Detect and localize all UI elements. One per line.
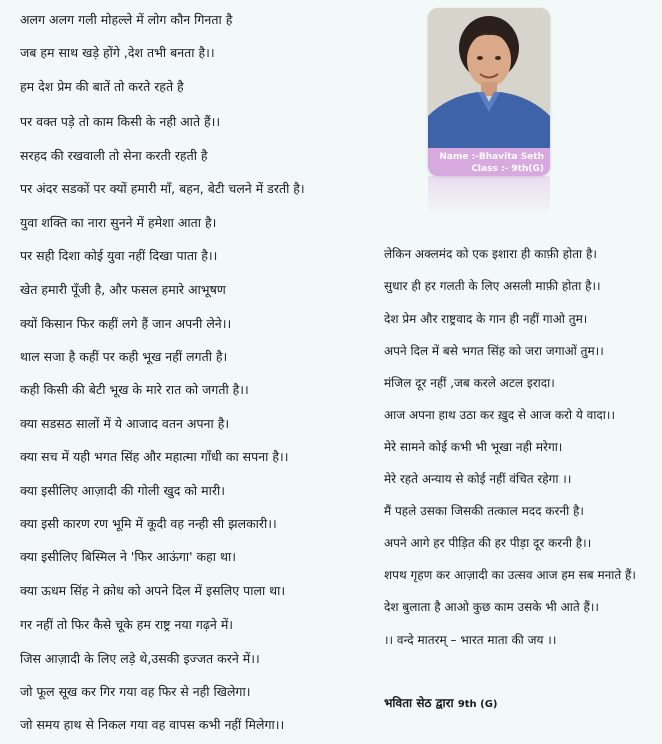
- poem-line: क्या इसीलिए बिस्मिल ने 'फिर आऊंगा' कहा था।: [20, 549, 236, 564]
- poem-line: मेरे रहते अन्याय से कोई नहीं वंचित रहेगा ।।: [384, 472, 572, 486]
- author-signature: [384, 695, 498, 713]
- photo-caption: [428, 148, 550, 176]
- poem-line: अलग अलग गली मोहल्ले में लोग कौन गिनता है: [20, 12, 233, 27]
- poem-line: आज अपना हाथ उठा कर ख़ुद से आज करो ये वादा।।: [384, 408, 616, 422]
- poem-line: क्या इसी कारण रण भूमि में कूदी वह नन्ही सी झलकारी।।: [20, 516, 277, 531]
- poem-line: मेरे सामने कोई कभी भी भूखा नही मरेगा।: [384, 440, 563, 454]
- poem-line: सुधार ही हर गलती के लिए असली माफ़ी होता है।।: [384, 279, 601, 293]
- poem-line: सरहद की रखवाली तो सेना करती रहती है: [20, 148, 208, 163]
- caption-name: Name :-Bhavita Seth: [439, 152, 544, 162]
- poem-line: क्या सच में यही भगत सिंह और महात्मा गाँधी का सपना है।।: [20, 449, 289, 464]
- poem-line: युवा शक्ति का नारा सुनने में हमेशा आता है।: [20, 215, 217, 230]
- poem-line: खेत हमारी पूँजी है, और फसल हमारे आभूषण: [20, 282, 226, 297]
- poem-line: अपने दिल में बसे भगत सिंह को जरा जगाओं तुम।।: [384, 344, 604, 358]
- student-photo-card: [428, 8, 550, 176]
- poem-line: शपथ गृहण कर आज़ादी का उत्सव आज हम सब मनाते हैं।: [384, 568, 636, 582]
- poem-line: ।। वन्दे मातरम् – भारत माता की जय ।।: [384, 633, 557, 647]
- author-class: 9th (G): [457, 699, 498, 710]
- poem-line: क्यों किसान फिर कहीं लगे हैं जान अपनी लेने।।: [20, 316, 232, 331]
- poem-line: अपने आगे हर पीड़ित की हर पीड़ा दूर करनी है।।: [384, 536, 592, 550]
- photo-reflection: [428, 176, 550, 216]
- poem-line: हम देश प्रेम की बातें तो करते रहते है: [20, 79, 184, 94]
- caption-class: Class :- 9th(G): [471, 164, 544, 174]
- poem-line: पर वक्त पड़े तो काम किसी के नही आते हैं।।: [20, 114, 221, 129]
- poem-line: जब हम साथ खड़े होंगे ,देश तभी बनता है।।: [20, 45, 215, 60]
- poem-line: देश प्रेम और राष्ट्रवाद के गान ही नहीं गाओ तुम।: [384, 312, 588, 326]
- poem-line: जो समय हाथ से निकल गया वह वापस कभी नहीं मिलेगा।।: [20, 717, 285, 732]
- poem-line: क्या इसीलिए आज़ादी की गोली खुद को मारी।: [20, 483, 225, 498]
- poem-line: मंजिल दूर नहीं ,जब करले अटल इरादा।: [384, 376, 555, 390]
- poem-line: जिस आज़ादी के लिए लड़े थे,उसकी इज्जत करने में।।: [20, 651, 260, 666]
- poem-line: पर सही दिशा कोई युवा नहीं दिखा पाता है।।: [20, 248, 218, 263]
- poem-line: जो फूल सूख कर गिर गया वह फिर से नही खिलेगा।: [20, 684, 251, 699]
- poem-line: लेकिन अक्लमंद को एक इशारा ही काफ़ी होता है।: [384, 247, 597, 261]
- poem-line: क्या सडसठ सालों में ये आजाद वतन अपना है।: [20, 416, 230, 431]
- student-portrait-icon: [428, 8, 550, 148]
- author-name: भविता सेठ द्वारा: [384, 696, 458, 710]
- poem-line: गर नहीं तो फिर कैसे चूके हम राष्ट्र नया गढ़ने में।: [20, 617, 234, 632]
- poem-line: पर अंदर सडकों पर क्यों हमारी माँ, बहन, बेटी चलने में डरती है।: [20, 181, 305, 196]
- poem-line: कही किसी की बेटी भूख के मारे रात को जगती है।।: [20, 382, 249, 397]
- poem-line: देश बुलाता है आओ कुछ काम उसके भी आते हैं।।: [384, 600, 599, 614]
- poem-line: मैं पहले उसका जिसकी तत्काल मदद करनी है।: [384, 504, 584, 518]
- poem-line: क्या ऊधम सिंह ने क्रोध को अपने दिल में इसलिए पाला था।: [20, 583, 286, 598]
- poem-line: थाल सजा है कहीं पर कही भूख नहीं लगती है।: [20, 349, 228, 364]
